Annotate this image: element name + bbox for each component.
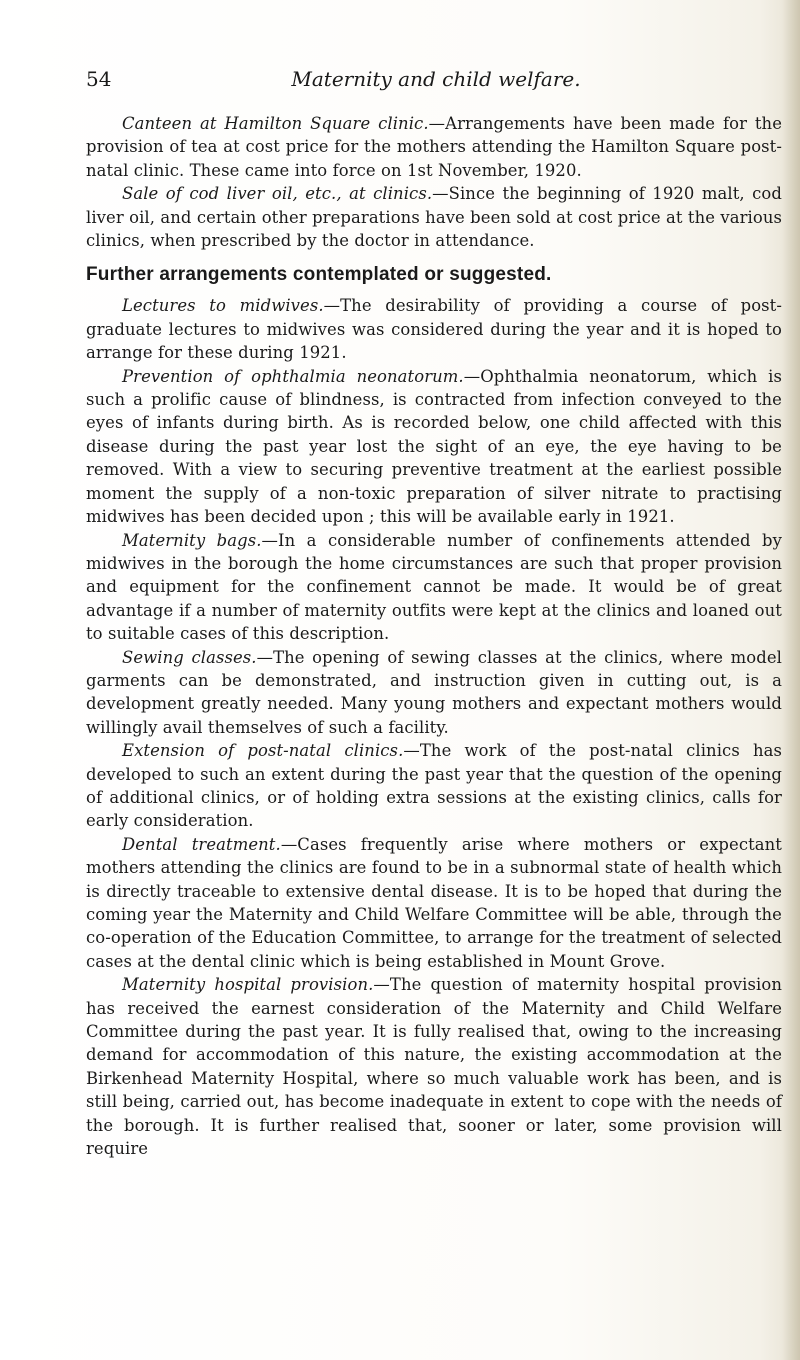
paragraph-post-natal-clinics	[86, 739, 782, 833]
paragraph-body: —Arrangements have been made for the provision of tea at cost price for the mothers attending the Hamilton Square post-natal clinic. These came into force on 1st November, 1920.	[86, 114, 782, 180]
paragraph-maternity-bags	[86, 529, 782, 646]
paragraph-title: Prevention of ophthalmia neonatorum.	[122, 366, 464, 386]
paragraph-lectures	[86, 294, 782, 364]
paragraph-body: —Cases frequently arise where mothers or expectant mothers attending the clinics are found to be in a subnormal state of health which is directly traceable to extensive dental disease. It is to be hoped that during the coming year the Maternity and Child Welfare Committee will be able, through the co-operation of the Education Committee, to arrange for the treatment of selected cases at the dental clinic which is being established in Mount Grove.	[86, 834, 782, 971]
paragraph-title: Lectures to midwives.	[122, 296, 324, 316]
paragraph-title: Sale of cod liver oil, etc., at clinics.	[122, 184, 433, 204]
paragraph-body: —The work of the post-natal clinics has developed to such an extent during the past year that the question of the opening of additional clinics, or of holding extra sessions at the existing clinics, calls for early consideration.	[86, 741, 782, 831]
paragraph-title: Sewing classes.	[122, 647, 257, 667]
paragraph-title: Dental treatment.	[122, 834, 281, 854]
paragraph-body: —The question of maternity hospital provision has received the earnest consideration of the Maternity and Child Welfare Committee during the past year. It is fully realised that, owing to the increasing demand for accommodation of this nature, the existing accommodation at the Birkenhead Maternity Hospital, where so much valuable work has been, and is still being, carried out, has become inadequate in extent to cope with the needs of the borough. It is further realised that, sooner or later, some provision will require	[86, 975, 782, 1159]
paragraph-title: Maternity hospital provision.	[122, 975, 374, 995]
paragraph-body: —In a considerable number of confinements attended by midwives in the borough the home circumstances are such that proper provision and equipment for the confinement cannot be made. It would be of great advantage if a number of maternity outfits were kept at the clinics and loaned out to suitable cases of this description.	[86, 530, 782, 644]
body-text	[86, 112, 782, 1160]
paragraph-canteen	[86, 112, 782, 182]
paragraph-title: Canteen at Hamilton Square clinic.	[122, 114, 429, 133]
page-header	[86, 66, 786, 96]
paragraph-body: —Ophthalmia neonatorum, which is such a prolific cause of blindness, is contracted from infection conveyed to the eyes of infants during birth. As is recorded below, one child affected with this disease during the past year lost the sight of an eye, the eye having to be removed. With a view to securing preventive treatment at the earliest possible moment the supply of a non-toxic preparation of silver nitrate to practising midwives has been decided upon ; this will be available early in 1921.	[86, 366, 782, 527]
section-heading: Further arrangements contemplated or suggested.	[86, 264, 552, 286]
paragraph-title: Extension of post-natal clinics.	[122, 741, 404, 761]
paragraph-sewing-classes	[86, 646, 782, 740]
paragraph-title: Maternity bags.	[122, 530, 262, 550]
page-number: 54	[86, 67, 112, 91]
paragraph-ophthalmia	[86, 365, 782, 529]
paragraph-body: —Since the beginning of 1920 malt, cod liver oil, and certain other preparations have been sold at cost price at the various clinics, when prescribed by the doctor in attendance.	[86, 184, 782, 251]
paragraph-maternity-hospital	[86, 973, 782, 1160]
paragraph-body: —The desirability of providing a course of post-graduate lectures to midwives was considered during the year and it is hoped to arrange for these during 1921.	[86, 296, 782, 363]
running-title: Maternity and child welfare.	[291, 67, 581, 91]
paragraph-body: —The opening of sewing classes at the clinics, where model garments can be demonstrated, and instruction given in cutting out, is a development greatly needed. Many young mothers and expectant mothers would willingly avail themselves of such a facility.	[86, 647, 782, 737]
paragraph-cod-liver-oil	[86, 182, 782, 252]
paragraph-dental-treatment	[86, 833, 782, 973]
